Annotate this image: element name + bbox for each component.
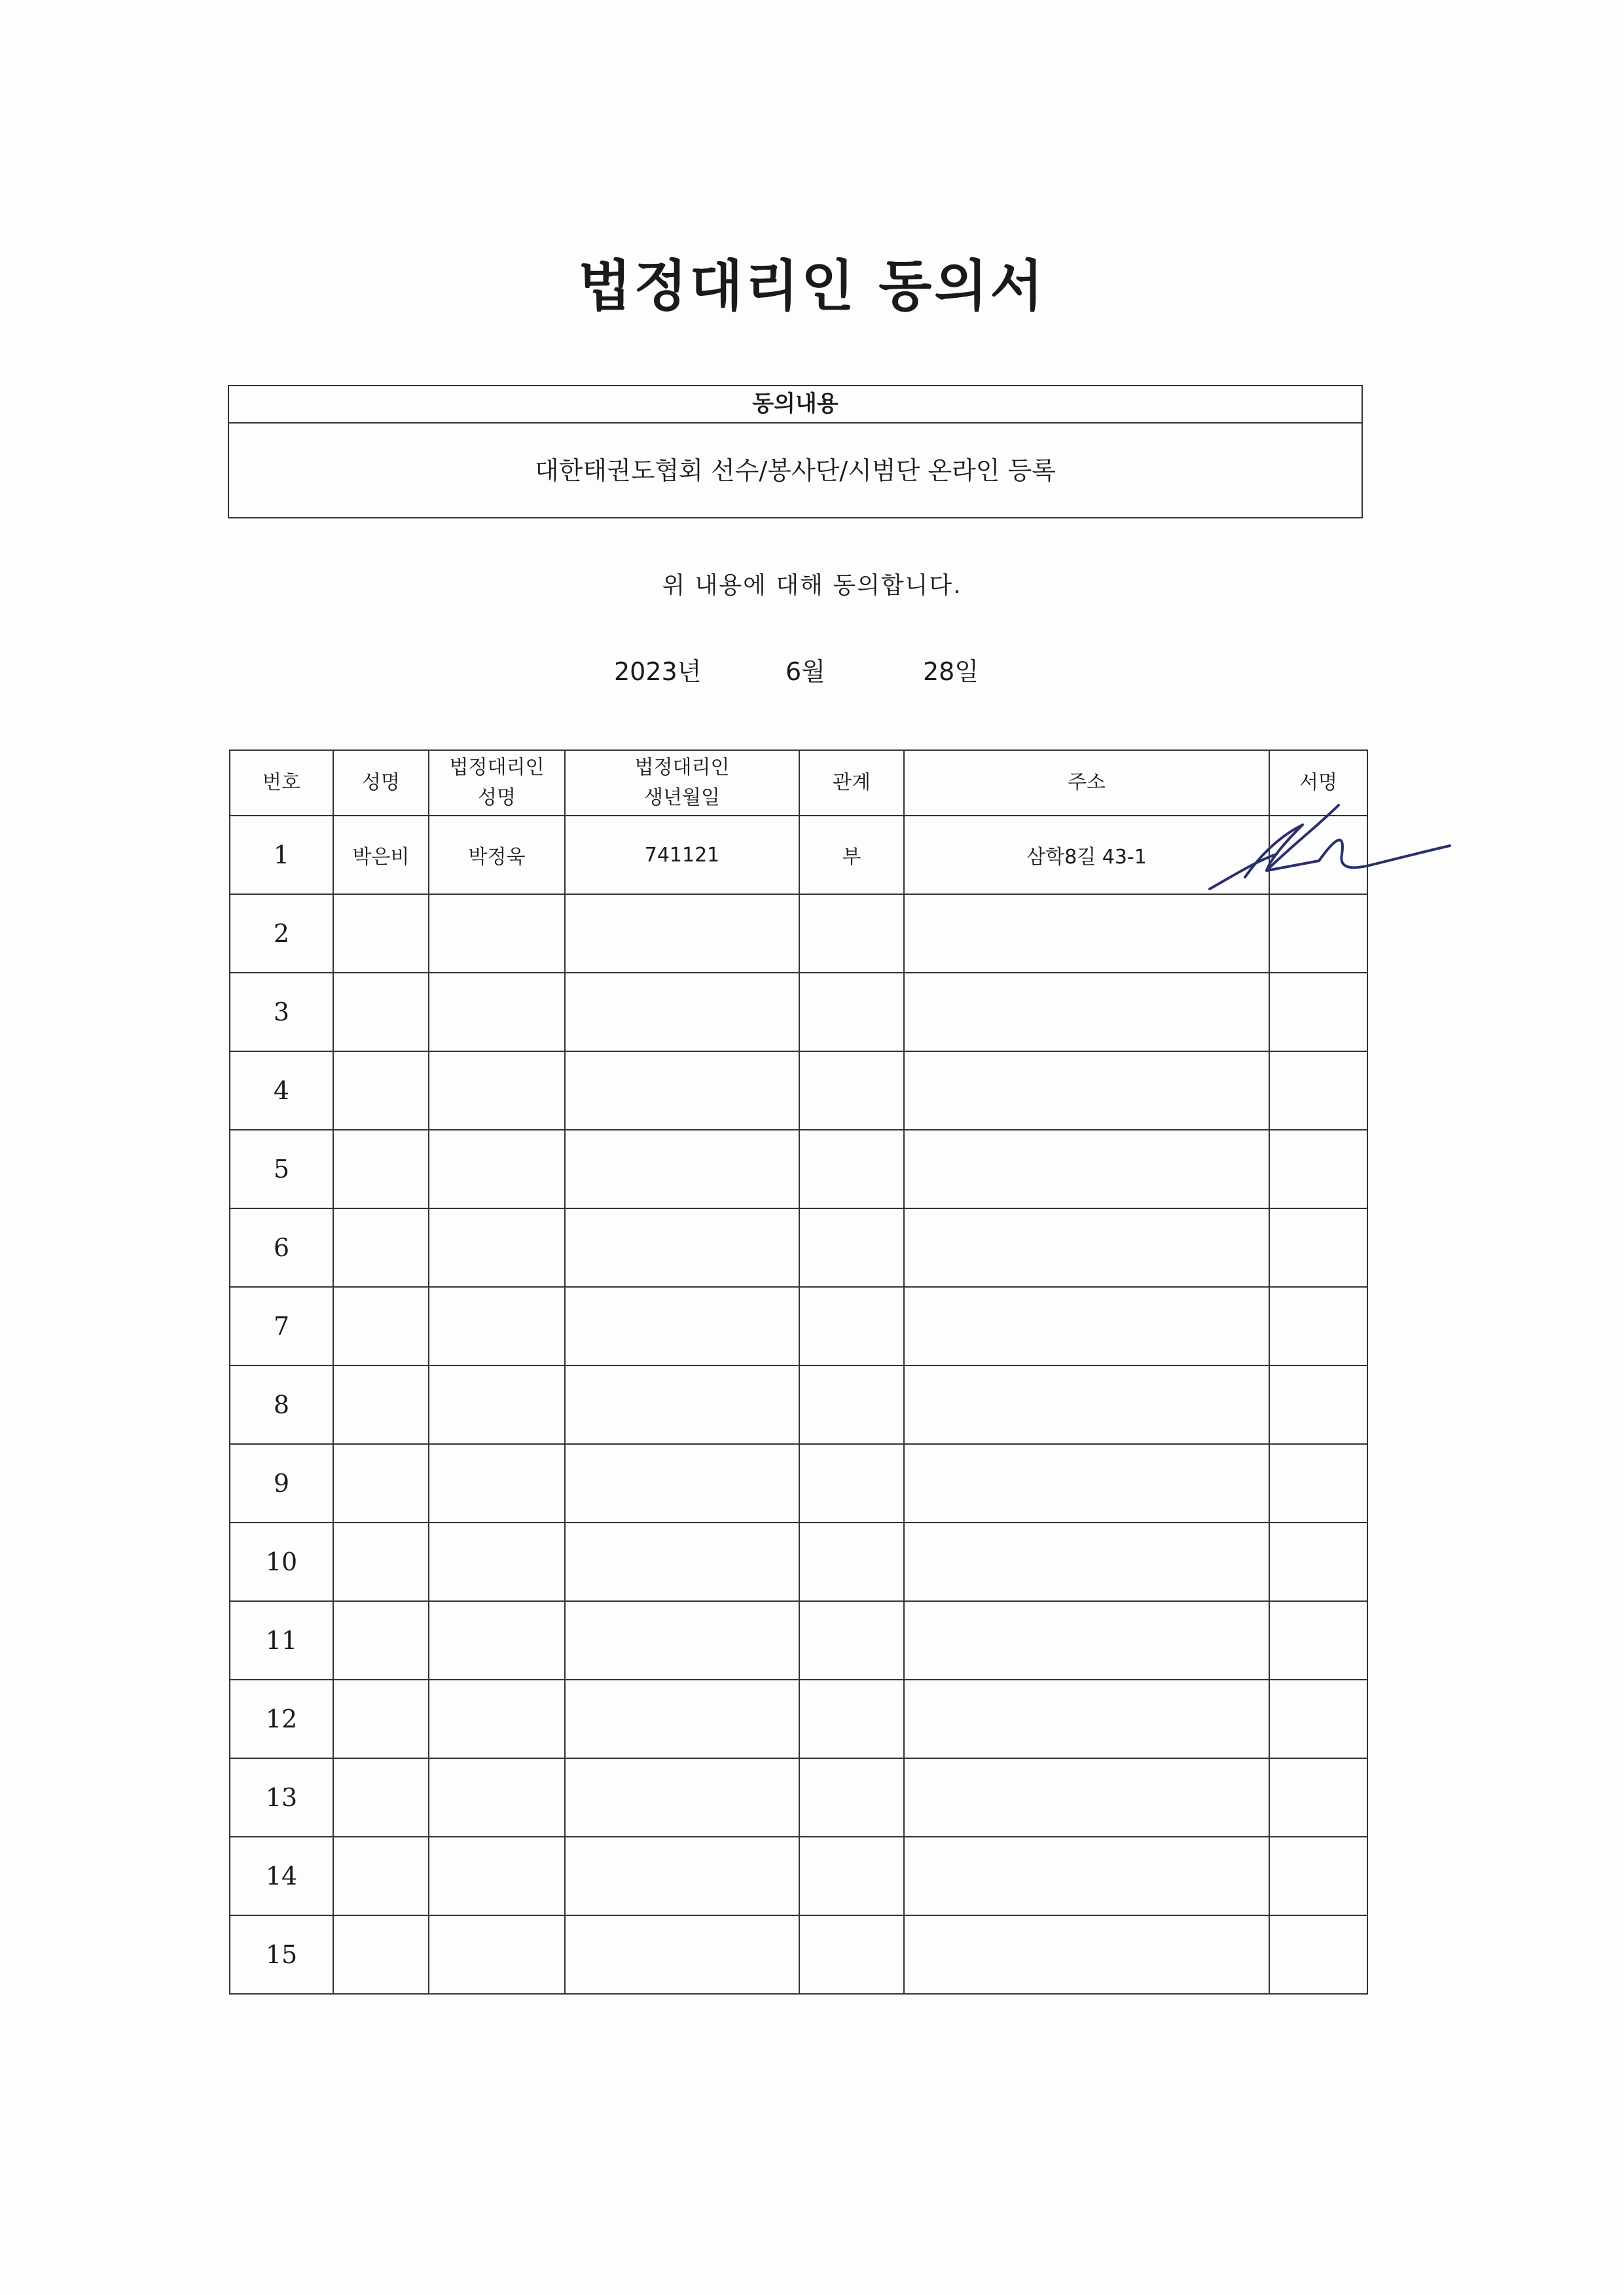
table-body bbox=[230, 816, 1367, 1994]
guardian-birthdate bbox=[565, 1444, 799, 1523]
guardian-birthdate bbox=[565, 1208, 799, 1287]
handwritten-signature bbox=[1204, 799, 1453, 897]
row-number: 8 bbox=[230, 1365, 333, 1444]
header-signature-line1: 서명 bbox=[1299, 771, 1337, 794]
table-row bbox=[230, 1130, 1367, 1208]
address bbox=[904, 1915, 1269, 1994]
document-title: 법정대리인 동의서 bbox=[578, 253, 1046, 318]
guardian-birthdate bbox=[565, 1523, 799, 1601]
relation bbox=[799, 1444, 904, 1523]
signature-cell bbox=[1269, 1601, 1367, 1680]
header-guardian-birth-line2: 생년월일 bbox=[644, 786, 720, 809]
row-number: 10 bbox=[230, 1523, 333, 1601]
row-number: 1 bbox=[230, 816, 333, 894]
guardian-name bbox=[429, 1051, 565, 1130]
row-number: 15 bbox=[230, 1915, 333, 1994]
row-number: 2 bbox=[230, 894, 333, 973]
signature-cell bbox=[1269, 1051, 1367, 1130]
relation bbox=[799, 1130, 904, 1208]
table-row bbox=[230, 1287, 1367, 1365]
header-guardian-birth-line1: 법정대리인 bbox=[634, 756, 730, 779]
row-number: 5 bbox=[230, 1130, 333, 1208]
guardian-birthdate bbox=[565, 1051, 799, 1130]
student-name bbox=[333, 973, 429, 1051]
header-no bbox=[230, 750, 333, 816]
relation bbox=[799, 1601, 904, 1680]
agreement-statement: 위 내용에 대해 동의합니다. bbox=[662, 572, 962, 599]
table-header-row bbox=[230, 750, 1367, 816]
relation bbox=[799, 1915, 904, 1994]
row-number: 13 bbox=[230, 1758, 333, 1837]
consent-box bbox=[228, 385, 1363, 518]
relation: 부 bbox=[799, 816, 904, 894]
relation bbox=[799, 1680, 904, 1758]
table-row bbox=[230, 973, 1367, 1051]
row-number: 7 bbox=[230, 1287, 333, 1365]
table-row bbox=[230, 1680, 1367, 1758]
table-row bbox=[230, 1837, 1367, 1915]
guardian-name bbox=[429, 1365, 565, 1444]
student-name bbox=[333, 1758, 429, 1837]
signature-cell bbox=[1269, 1523, 1367, 1601]
row-number: 9 bbox=[230, 1444, 333, 1523]
guardian-name bbox=[429, 1680, 565, 1758]
signature-cell bbox=[1269, 1130, 1367, 1208]
student-name bbox=[333, 894, 429, 973]
guardian-birthdate bbox=[565, 1287, 799, 1365]
address bbox=[904, 1601, 1269, 1680]
guardian-name bbox=[429, 1837, 565, 1915]
guardian-name: 박정욱 bbox=[429, 816, 565, 894]
row-number: 4 bbox=[230, 1051, 333, 1130]
student-name bbox=[333, 1444, 429, 1523]
row-number: 14 bbox=[230, 1837, 333, 1915]
guardian-birthdate bbox=[565, 1601, 799, 1680]
student-name bbox=[333, 1601, 429, 1680]
header-name-line1: 성명 bbox=[362, 771, 400, 794]
relation bbox=[799, 973, 904, 1051]
signature-cell bbox=[1269, 1758, 1367, 1837]
consent-header: 동의내용 bbox=[229, 386, 1362, 424]
signature-cell bbox=[1269, 1444, 1367, 1523]
header-relation-line1: 관계 bbox=[833, 771, 871, 794]
header-relation bbox=[799, 750, 904, 816]
address bbox=[904, 1130, 1269, 1208]
row-number: 6 bbox=[230, 1208, 333, 1287]
relation bbox=[799, 1837, 904, 1915]
guardian-name bbox=[429, 1523, 565, 1601]
guardian-birthdate: 741121 bbox=[565, 816, 799, 894]
relation bbox=[799, 1365, 904, 1444]
address bbox=[904, 973, 1269, 1051]
registration-table bbox=[229, 750, 1368, 1995]
table-row bbox=[230, 1915, 1367, 1994]
table-row bbox=[230, 1051, 1367, 1130]
address bbox=[904, 1444, 1269, 1523]
student-name bbox=[333, 1680, 429, 1758]
relation bbox=[799, 1287, 904, 1365]
signature-cell bbox=[1269, 1680, 1367, 1758]
guardian-name bbox=[429, 1915, 565, 1994]
guardian-birthdate bbox=[565, 1130, 799, 1208]
signature-cell bbox=[1269, 1208, 1367, 1287]
address: 삼학8길 43-1 bbox=[904, 816, 1269, 894]
address bbox=[904, 1523, 1269, 1601]
table-row bbox=[230, 1523, 1367, 1601]
header-guardian-name-line2: 성명 bbox=[478, 786, 516, 809]
student-name bbox=[333, 1365, 429, 1444]
guardian-name bbox=[429, 1758, 565, 1837]
address bbox=[904, 1208, 1269, 1287]
address bbox=[904, 1051, 1269, 1130]
guardian-birthdate bbox=[565, 1680, 799, 1758]
header-name bbox=[333, 750, 429, 816]
guardian-birthdate bbox=[565, 973, 799, 1051]
header-guardian-name bbox=[429, 750, 565, 816]
address bbox=[904, 1837, 1269, 1915]
guardian-birthdate bbox=[565, 1915, 799, 1994]
header-no-line1: 번호 bbox=[262, 771, 300, 794]
student-name bbox=[333, 1051, 429, 1130]
address bbox=[904, 1287, 1269, 1365]
student-name bbox=[333, 1287, 429, 1365]
row-number: 11 bbox=[230, 1601, 333, 1680]
date-day: 28일 bbox=[923, 657, 979, 686]
guardian-name bbox=[429, 1208, 565, 1287]
guardian-name bbox=[429, 973, 565, 1051]
student-name bbox=[333, 1208, 429, 1287]
guardian-birthdate bbox=[565, 1758, 799, 1837]
table-row bbox=[230, 1758, 1367, 1837]
table-row bbox=[230, 1444, 1367, 1523]
consent-body: 대한태권도협회 선수/봉사단/시범단 온라인 등록 bbox=[534, 456, 1056, 485]
guardian-birthdate bbox=[565, 1365, 799, 1444]
relation bbox=[799, 894, 904, 973]
relation bbox=[799, 1208, 904, 1287]
address bbox=[904, 1365, 1269, 1444]
signature-cell bbox=[1269, 1287, 1367, 1365]
table-row bbox=[230, 1365, 1367, 1444]
relation bbox=[799, 1051, 904, 1130]
relation bbox=[799, 1523, 904, 1601]
row-number: 12 bbox=[230, 1680, 333, 1758]
guardian-name bbox=[429, 1444, 565, 1523]
guardian-birthdate bbox=[565, 1837, 799, 1915]
signature-cell bbox=[1269, 973, 1367, 1051]
relation bbox=[799, 1758, 904, 1837]
address bbox=[904, 894, 1269, 973]
guardian-name bbox=[429, 894, 565, 973]
table-row bbox=[230, 894, 1367, 973]
row-number: 3 bbox=[230, 973, 333, 1051]
student-name bbox=[333, 1523, 429, 1601]
guardian-birthdate bbox=[565, 894, 799, 973]
signature-cell bbox=[1269, 1915, 1367, 1994]
table-row bbox=[230, 816, 1367, 894]
guardian-name bbox=[429, 1601, 565, 1680]
table-row bbox=[230, 1601, 1367, 1680]
student-name bbox=[333, 1837, 429, 1915]
address bbox=[904, 1758, 1269, 1837]
date-year: 2023년 bbox=[614, 657, 702, 686]
guardian-name bbox=[429, 1130, 565, 1208]
date-month: 6월 bbox=[785, 657, 825, 686]
student-name: 박은비 bbox=[333, 816, 429, 894]
student-name bbox=[333, 1915, 429, 1994]
table-row bbox=[230, 1208, 1367, 1287]
signature-cell bbox=[1269, 1837, 1367, 1915]
header-guardian-birth bbox=[565, 750, 799, 816]
header-guardian-name-line1: 법정대리인 bbox=[449, 756, 545, 779]
signature-cell bbox=[1269, 1365, 1367, 1444]
address bbox=[904, 1680, 1269, 1758]
student-name bbox=[333, 1130, 429, 1208]
guardian-name bbox=[429, 1287, 565, 1365]
signature-cell bbox=[1269, 894, 1367, 973]
header-address-line1: 주소 bbox=[1068, 771, 1106, 794]
